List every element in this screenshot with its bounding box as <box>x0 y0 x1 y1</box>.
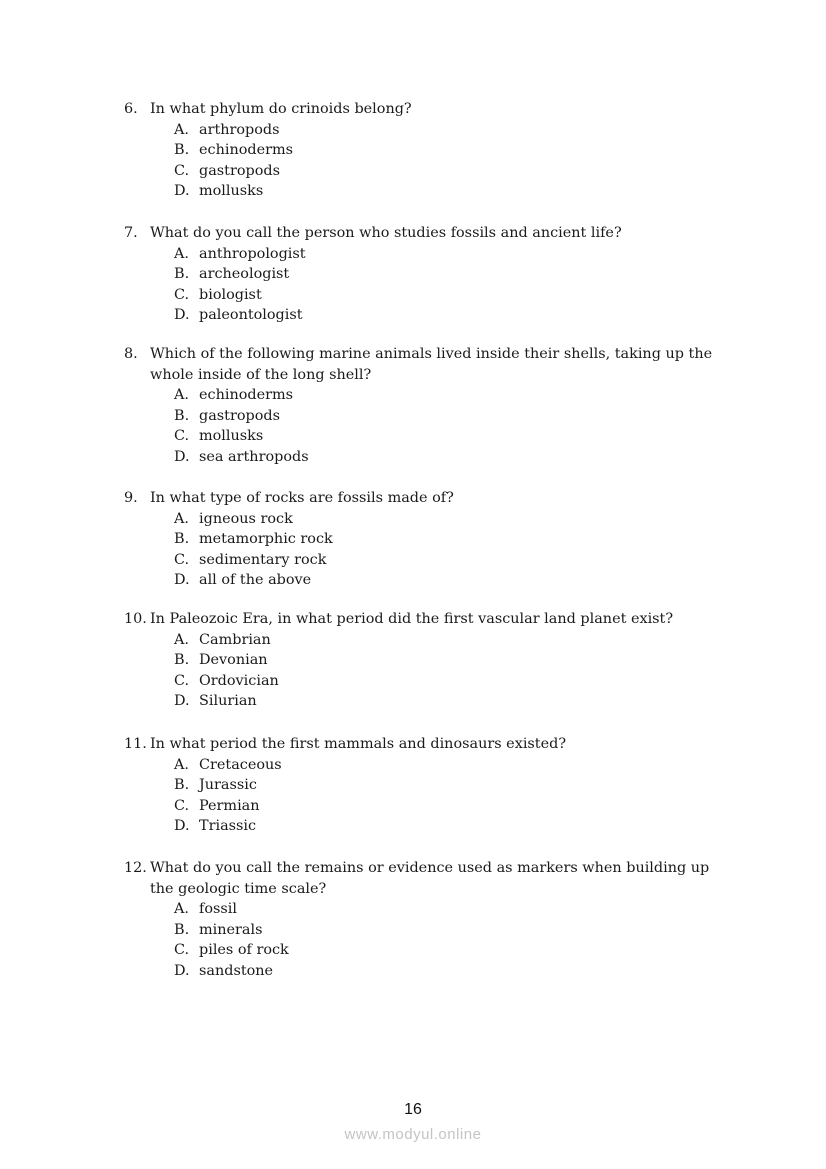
option-letter: B. <box>174 407 190 424</box>
option-letter: D. <box>174 307 190 324</box>
question-number: 7. <box>124 225 138 241</box>
option-d <box>174 447 734 468</box>
option-text: echinoderms <box>199 142 294 159</box>
option-letter: D. <box>174 572 190 589</box>
option-text: sea arthropods <box>199 448 309 465</box>
option-text: Permian <box>199 797 260 814</box>
option-a <box>174 899 734 920</box>
option-d <box>174 570 734 591</box>
option-letter: B. <box>174 777 190 794</box>
option-letter: A. <box>174 631 189 648</box>
option-text: fossil <box>199 901 237 918</box>
option-letter: D. <box>174 183 190 200</box>
option-text: echinoderms <box>199 387 294 404</box>
option-letter: D. <box>174 962 190 979</box>
option-text: igneous rock <box>199 510 293 527</box>
option-letter: A. <box>174 121 189 138</box>
option-letter: A. <box>174 245 189 262</box>
option-text: arthropods <box>199 121 280 138</box>
option-text: piles of rock <box>199 942 289 959</box>
option-d <box>174 961 734 982</box>
option-text: gastropods <box>199 162 280 179</box>
option-c <box>174 426 734 447</box>
question-12 <box>124 858 734 982</box>
option-text: Cambrian <box>199 631 271 648</box>
answer-options <box>174 630 734 712</box>
option-text: Devonian <box>199 652 268 669</box>
option-a <box>174 630 734 651</box>
answer-options <box>174 899 734 981</box>
answer-options <box>174 385 734 467</box>
question-9 <box>124 488 734 591</box>
option-text: mollusks <box>199 428 264 445</box>
option-letter: A. <box>174 387 189 404</box>
option-c <box>174 671 734 692</box>
option-d <box>174 305 734 326</box>
option-c <box>174 940 734 961</box>
option-text: Ordovician <box>199 672 279 689</box>
answer-options <box>174 755 734 837</box>
option-a <box>174 385 734 406</box>
option-text: paleontologist <box>199 307 303 324</box>
option-letter: B. <box>174 531 190 548</box>
option-letter: D. <box>174 693 190 710</box>
option-b <box>174 650 734 671</box>
option-text: sandstone <box>199 962 274 979</box>
option-letter: C. <box>174 672 190 689</box>
option-c <box>174 796 734 817</box>
answer-options <box>174 244 734 326</box>
option-letter: B. <box>174 921 190 938</box>
option-letter: A. <box>174 510 189 527</box>
question-text: In what type of rocks are fossils made of? <box>150 490 454 506</box>
option-c <box>174 161 734 182</box>
question-text: In what period the first mammals and dinosaurs existed? <box>150 736 567 752</box>
option-letter: C. <box>174 162 190 179</box>
option-letter: B. <box>174 652 190 669</box>
option-a <box>174 120 734 141</box>
option-d <box>174 181 734 202</box>
answer-options <box>174 509 734 591</box>
option-letter: D. <box>174 818 190 835</box>
option-letter: C. <box>174 428 190 445</box>
question-11 <box>124 734 734 837</box>
option-d <box>174 691 734 712</box>
option-letter: C. <box>174 797 190 814</box>
option-text: metamorphic rock <box>199 531 333 548</box>
option-letter: A. <box>174 756 189 773</box>
option-text: Triassic <box>199 818 257 835</box>
option-b <box>174 775 734 796</box>
option-letter: C. <box>174 286 190 303</box>
option-letter: B. <box>174 142 190 159</box>
question-text: In what phylum do crinoids belong? <box>150 101 412 117</box>
option-text: all of the above <box>199 572 312 589</box>
option-b <box>174 529 734 550</box>
question-6 <box>124 99 734 202</box>
option-b <box>174 140 734 161</box>
option-letter: C. <box>174 942 190 959</box>
option-text: anthropologist <box>199 245 306 262</box>
option-letter: D. <box>174 448 190 465</box>
option-a <box>174 244 734 265</box>
question-number: 11. <box>124 736 147 752</box>
option-letter: B. <box>174 266 190 283</box>
question-text: What do you call the remains or evidence used as markers when building up the geologic time scale? <box>150 860 710 897</box>
watermark: www.modyul.online <box>344 1126 482 1143</box>
option-text: Jurassic <box>199 777 257 794</box>
question-number: 8. <box>124 346 138 362</box>
option-c <box>174 550 734 571</box>
question-number: 6. <box>124 101 138 117</box>
option-a <box>174 509 734 530</box>
question-number: 9. <box>124 490 138 506</box>
option-c <box>174 285 734 306</box>
option-letter: C. <box>174 551 190 568</box>
option-text: minerals <box>199 921 263 938</box>
option-letter: A. <box>174 901 189 918</box>
question-text: What do you call the person who studies fossils and ancient life? <box>150 225 622 241</box>
option-text: Silurian <box>199 693 257 710</box>
option-a <box>174 755 734 776</box>
question-10 <box>124 609 734 712</box>
option-d <box>174 816 734 837</box>
question-text: Which of the following marine animals lived inside their shells, taking up the whole inside of the long shell? <box>150 346 713 383</box>
question-8 <box>124 344 734 468</box>
option-text: Cretaceous <box>199 756 282 773</box>
question-number: 12. <box>124 860 147 876</box>
option-text: biologist <box>199 286 262 303</box>
option-b <box>174 920 734 941</box>
option-text: sedimentary rock <box>199 551 327 568</box>
question-text: In Paleozoic Era, in what period did the first vascular land planet exist? <box>150 611 674 627</box>
option-text: gastropods <box>199 407 280 424</box>
option-b <box>174 406 734 427</box>
option-text: archeologist <box>199 266 290 283</box>
question-7 <box>124 223 734 326</box>
option-text: mollusks <box>199 183 264 200</box>
answer-options <box>174 120 734 202</box>
page-number: 16 <box>404 1101 422 1118</box>
option-b <box>174 264 734 285</box>
question-number: 10. <box>124 611 147 627</box>
